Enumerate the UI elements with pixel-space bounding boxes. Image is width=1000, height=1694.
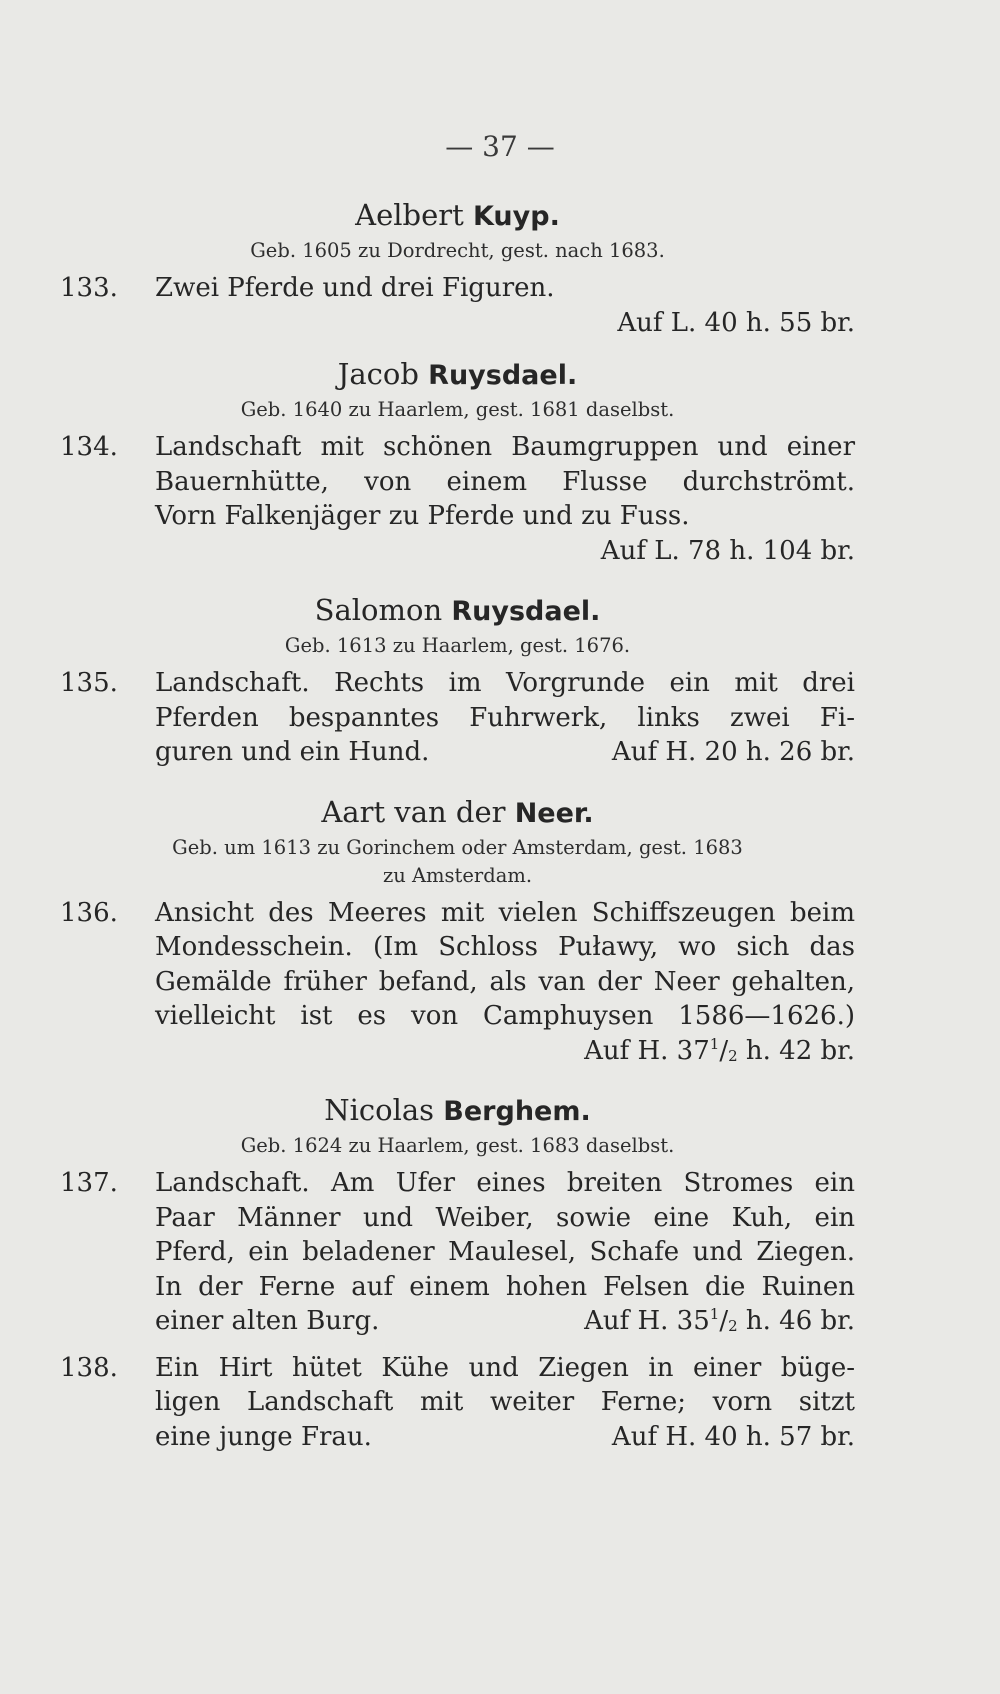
artist-bio: Geb. 1613 zu Haarlem, gest. 1676.: [284, 634, 631, 657]
artist-last-name: Kuyp.: [472, 201, 560, 232]
page-content: [60, 195, 855, 1454]
entry-line: In der Ferne auf einem hohen Felsen die Ruinen: [155, 1271, 855, 1302]
dim-suffix: h. 42 br.: [737, 1035, 855, 1066]
entry-line: ligen Landschaft mit weiter Ferne; vorn sitzt: [155, 1387, 855, 1417]
dim-prefix: Auf H. 35: [584, 1306, 710, 1336]
entry-line: Landschaft. Am Ufer eines breiten Stromes ein: [155, 1168, 855, 1198]
catalog-entry: [60, 666, 855, 770]
dim-suffix: h. 46 br.: [737, 1306, 855, 1336]
entry-line: Zwei Pferde und drei Figuren.: [155, 273, 555, 303]
catalog-entry: [60, 1166, 855, 1339]
fraction-denominator: 2: [728, 1046, 738, 1065]
fraction-numerator: 1: [709, 1034, 720, 1053]
entry-line: Pferden bespanntes Fuhrwerk, links zwei Fi-: [155, 702, 855, 733]
entry-line: einer alten Burg.: [155, 1306, 380, 1336]
entry-dimensions: [584, 1304, 855, 1339]
artist-heading: [60, 354, 855, 396]
entry-number: 136.: [60, 897, 118, 928]
entry-line: Landschaft. Rechts im Vorgrunde ein mit drei: [155, 668, 855, 698]
catalog-entry: [60, 1351, 855, 1455]
artist-last-name: Ruysdael.: [428, 360, 578, 391]
entry-line: Gemälde früher befand, als van der Neer gehalten,: [155, 966, 855, 997]
artist-first-name: Aart van der: [321, 794, 506, 829]
artist-bio: Geb. 1624 zu Haarlem, gest. 1683 daselbst.: [240, 1134, 675, 1157]
artist-first-name: Jacob: [337, 357, 419, 391]
entry-dimensions: Auf L. 78 h. 104 br.: [600, 535, 855, 566]
artist-bio: Geb. 1605 zu Dordrecht, gest. nach 1683.: [250, 239, 665, 262]
entry-dimensions: Auf H. 20 h. 26 br.: [611, 737, 855, 767]
artist-first-name: Salomon: [314, 593, 443, 627]
artist-heading: [60, 590, 855, 632]
dim-prefix: Auf H. 37: [584, 1035, 710, 1066]
fraction: $^1/_2$: [709, 1305, 738, 1336]
entry-line: Bauernhütte, von einem Flusse durchströmt.: [155, 466, 855, 497]
artist-last-name: Neer.: [514, 797, 594, 829]
entry-line: Paar Männer und Weiber, sowie eine Kuh, ein: [155, 1202, 855, 1233]
entry-line-with-dimensions: [155, 1420, 855, 1455]
entry-number: 134.: [60, 432, 118, 462]
artist-heading: [60, 792, 855, 834]
artist-bio: Geb. 1640 zu Haarlem, gest. 1681 daselbst.: [240, 398, 675, 421]
artist-bio: zu Amsterdam.: [382, 863, 533, 887]
fraction-denominator: 2: [728, 1317, 738, 1335]
entry-number: 135.: [60, 668, 118, 698]
entry-line: Pferd, ein beladener Maulesel, Schafe und Ziegen.: [155, 1237, 855, 1267]
catalog-entry: [60, 896, 855, 1069]
entry-line: vielleicht ist es von Camphuysen 1586—1626.): [155, 1001, 855, 1031]
entry-line: eine junge Frau.: [155, 1421, 372, 1452]
artist-first-name: Aelbert: [355, 198, 464, 232]
artist-last-name: Ruysdael.: [451, 596, 601, 627]
fraction: $^1/_2$: [709, 1034, 738, 1066]
entry-line: guren und ein Hund.: [155, 737, 430, 767]
artist-heading: [60, 195, 855, 237]
catalog-entry: [60, 271, 855, 340]
entry-number: 138.: [60, 1352, 118, 1383]
artist-first-name: Nicolas: [324, 1093, 435, 1127]
catalog-entry: [60, 430, 855, 568]
entry-line: Ein Hirt hütet Kühe und Ziegen in einer büge-: [155, 1352, 855, 1383]
fraction-numerator: 1: [709, 1305, 720, 1323]
entry-line: Ansicht des Meeres mit vielen Schiffszeugen beim: [155, 897, 855, 928]
artist-bio: Geb. um 1613 zu Gorinchem oder Amsterdam, gest. 1683: [172, 835, 743, 859]
entry-line: Vorn Falkenjäger zu Pferde und zu Fuss.: [155, 501, 690, 531]
entry-number: 133.: [60, 273, 118, 303]
entry-line-with-dimensions: [155, 735, 855, 770]
entry-dimensions: [155, 1034, 855, 1069]
entry-line: Landschaft mit schönen Baumgruppen und einer: [155, 432, 855, 462]
entry-line-with-dimensions: [155, 1304, 855, 1339]
entry-number: 137.: [60, 1168, 118, 1198]
entry-line: Mondesschein. (Im Schloss Puławy, wo sich das: [155, 932, 855, 962]
entry-dimensions: Auf L. 40 h. 55 br.: [617, 307, 855, 338]
page-number: — 37 —: [445, 130, 555, 163]
entry-dimensions: Auf H. 40 h. 57 br.: [611, 1421, 855, 1452]
artist-last-name: Berghem.: [443, 1096, 591, 1127]
artist-heading: [60, 1090, 855, 1132]
